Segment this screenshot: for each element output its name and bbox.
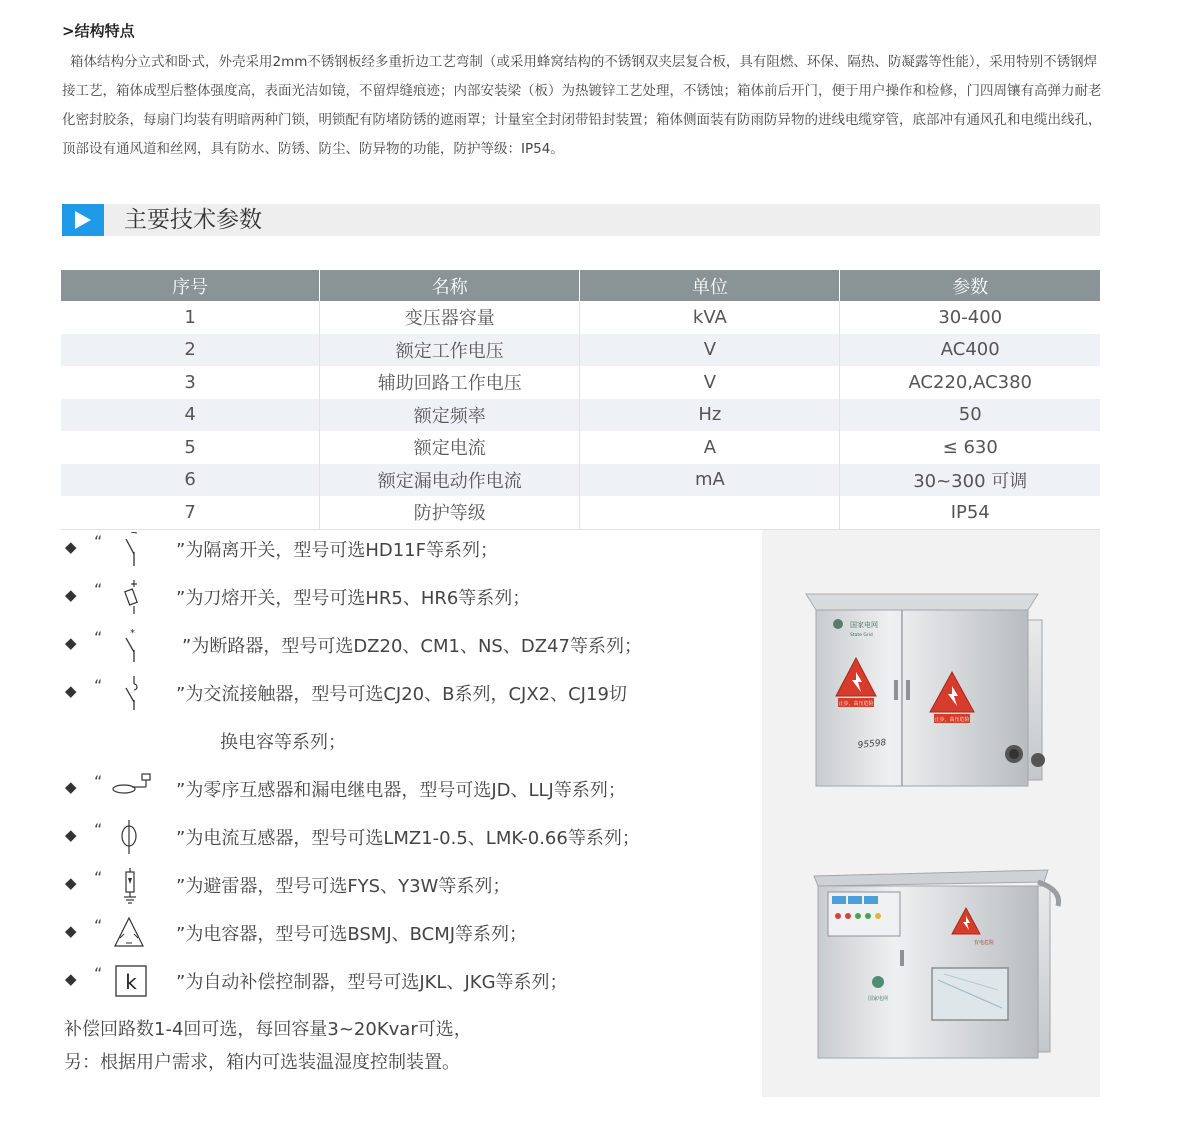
table-row (61, 301, 1100, 334)
col-header-name: 名称 (320, 270, 580, 301)
legend-text: ”为自动补偿控制器，型号可选JKL、JKG等系列； (176, 972, 568, 993)
section-title: 主要技术参数 (124, 207, 262, 233)
svg-text:国家电网: 国家电网 (850, 621, 878, 629)
table-row (61, 334, 1100, 367)
cell-index: 7 (61, 496, 320, 529)
cell-index: 1 (184, 306, 196, 328)
svg-text:止步，高压危险: 止步，高压危险 (838, 701, 874, 707)
open-quote: “ (94, 532, 103, 551)
svg-text:State Grid: State Grid (850, 633, 873, 638)
diamond-bullet-icon: ◆ (65, 538, 77, 556)
state-grid-logo-icon (872, 976, 884, 988)
cell-index: 6 (61, 464, 320, 497)
cell-value: 50 (840, 399, 1100, 432)
section-header (62, 204, 1100, 236)
diamond-bullet-icon: ◆ (65, 586, 77, 604)
table-row (61, 366, 1100, 399)
table-row (61, 431, 1100, 464)
cell-unit: mA (580, 464, 840, 497)
note-line: 补偿回路数1-4回可选，每回容量3~20Kvar可选， (64, 1019, 472, 1040)
legend-text: ”为刀熔开关，型号可选HR5、HR6等系列； (176, 588, 531, 609)
cell-index: 3 (184, 371, 196, 393)
svg-text:止步，高压危险: 止步，高压危险 (934, 717, 970, 723)
cell-index: 5 (184, 436, 196, 458)
cell-value: 30-400 (840, 301, 1100, 334)
product-photo-panel (762, 530, 1100, 1097)
legend-text: ”为电容器，型号可选BSMJ、BCMJ等系列； (176, 924, 528, 945)
current-transformer-icon (112, 820, 152, 856)
state-grid-logo-icon (833, 619, 843, 629)
open-quote: “ (94, 964, 103, 983)
open-quote: “ (94, 628, 103, 647)
cell-name: 变压器容量 (320, 301, 580, 334)
legend-text-continuation: 换电容等系列； (220, 732, 346, 753)
fuse-switch-icon (112, 580, 152, 616)
auto-compensation-controller-icon (112, 964, 152, 1000)
contactor-icon (112, 676, 152, 712)
open-quote: “ (94, 580, 103, 599)
isolating-switch-icon (112, 532, 152, 568)
legend-text: ”为交流接触器，型号可选CJ20、B系列，CJX2、CJ19切 (176, 684, 627, 705)
cell-index: 2 (61, 334, 320, 367)
cell-name: 额定工作电压 (320, 334, 580, 367)
table-row (61, 464, 1100, 497)
cell-unit: V (580, 334, 840, 367)
table-row (61, 496, 1100, 529)
surge-arrester-icon (112, 868, 152, 904)
note-line: 另：根据用户需求，箱内可选装温湿度控制装置。 (64, 1052, 460, 1073)
diamond-bullet-icon: ◆ (65, 682, 77, 700)
structure-title: >结构特点 (62, 22, 135, 40)
circuit-breaker-icon (112, 628, 152, 664)
cell-unit: kVA (580, 301, 840, 334)
diamond-bullet-icon: ◆ (65, 970, 77, 988)
svg-text:95598: 95598 (857, 738, 887, 751)
product-photos (762, 530, 1100, 1097)
cell-index: 4 (61, 399, 320, 432)
play-icon (62, 204, 104, 236)
cell-name: 额定电流 (320, 431, 580, 464)
legend-text: ”为零序互感器和漏电继电器，型号可选JD、LLJ等系列； (176, 780, 626, 801)
cell-unit (580, 496, 840, 529)
svg-text:国家电网: 国家电网 (868, 996, 889, 1002)
diamond-bullet-icon: ◆ (65, 826, 77, 844)
parameters-table (61, 270, 1100, 530)
cell-name: 额定漏电动作电流 (320, 464, 580, 497)
cell-value: IP54 (840, 496, 1100, 529)
cell-name: 辅助回路工作电压 (320, 366, 580, 399)
cell-value: AC220,AC380 (840, 366, 1100, 399)
diamond-bullet-icon: ◆ (65, 634, 77, 652)
open-quote: “ (94, 676, 103, 695)
cell-value: ≤ 630 (840, 431, 1100, 464)
open-quote: “ (94, 868, 103, 887)
diamond-bullet-icon: ◆ (65, 874, 77, 892)
zero-sequence-ct-icon (112, 772, 152, 808)
diamond-bullet-icon: ◆ (65, 778, 77, 796)
legend-text: ”为断路器，型号可选DZ20、CM1、NS、DZ47等系列； (182, 636, 642, 657)
cell-value: AC400 (840, 334, 1100, 367)
legend-text: ”为隔离开关，型号可选HD11F等系列； (176, 540, 498, 561)
legend-text: ”为电流互感器，型号可选LMZ1-0.5、LMK-0.66等系列； (176, 828, 640, 849)
structure-description: 箱体结构分立式和卧式，外壳采用2mm不锈钢板经多重折边工艺弯制（或采用蜂窝结构的不锈钢双夹层复合板，具有阻燃、环保、隔热、防凝露等性能），采用特别不锈钢焊接工艺，箱体成型后整体强度高，表面光洁如镜，不留焊缝痕迹；内部安装梁（板）为热镀锌工艺处理，不锈蚀；箱体前后开门，便于用户操作和检修，门四周镶有高弹力耐老化密封胶条，每扇门均装有明暗两种门锁，明锁配有防堵防锈的遮雨罩；计量室全封闭带铅封装置；箱体侧面装有防雨防异物的进线电缆穿管，底部冲有通风孔和电缆出线孔，顶部设有通风道和丝网，具有防水、防锈、防尘、防异物的功能，防护等级：IP54。 (62, 54, 1102, 157)
cell-name: 防护等级 (320, 496, 580, 529)
controller-symbol-letter: k (125, 970, 137, 994)
col-header-unit: 单位 (580, 270, 840, 301)
cabinet-photo-top (806, 594, 1045, 786)
cell-value: 30~300 可调 (840, 464, 1100, 497)
table-row (61, 399, 1100, 432)
capacitor-icon (112, 916, 152, 952)
cell-unit: A (580, 431, 840, 464)
compensation-notes (64, 1013, 472, 1079)
cell-name: 额定频率 (320, 399, 580, 432)
svg-text:*: * (130, 628, 135, 639)
open-quote: “ (94, 916, 103, 935)
cell-unit: Hz (580, 399, 840, 432)
legend-text: ”为避雷器，型号可选FYS、Y3W等系列； (176, 876, 511, 897)
col-header-index: 序号 (61, 270, 320, 301)
svg-text:有电危险: 有电危险 (974, 940, 995, 946)
diamond-bullet-icon: ◆ (65, 922, 77, 940)
open-quote: “ (94, 820, 103, 839)
cabinet-photo-bottom (814, 870, 1059, 1058)
open-quote: “ (94, 772, 103, 791)
table-header-row (61, 270, 1100, 301)
cell-unit: V (580, 366, 840, 399)
col-header-value: 参数 (840, 270, 1100, 301)
